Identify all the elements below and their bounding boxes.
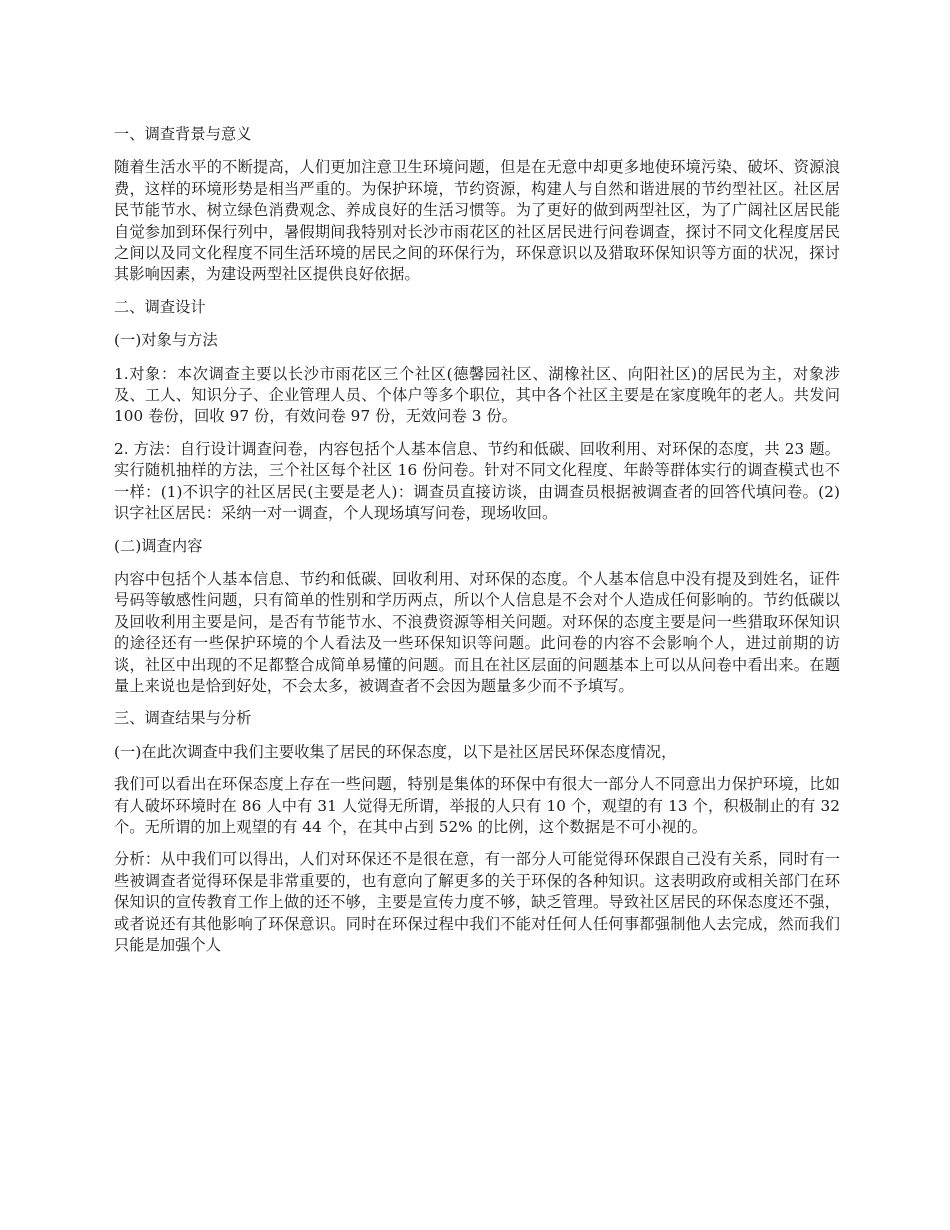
paragraph-content: 内容中包括个人基本信息、节约和低碳、回收利用、对环保的态度。个人基本信息中没有提及到姓名，证件号码等敏感性问题，只有简单的性别和学历两点，所以个人信息是不会对个人造成任何影响的。节约低碳以及回收利用主要是问，是否有节能节水、不浪费资源等相关问题。对环保的态度主要是问一些猎取环保知识的途径还有一些保护环境的个人看法及一些环保知识等问题。此问卷的内容不会影响个人，进过前期的访谈，社区中出现的不足都整合成简单易懂的问题。而且在社区层面的问题基本上可以从问卷中看出来。在题量上来说也是恰到好处，不会太多，被调查者不会因为题量多少而不予填写。 (114, 569, 840, 695)
subsection-heading-subjects-methods: (一)对象与方法 (114, 331, 218, 350)
paragraph-results-intro: (一)在此次调查中我们主要收集了居民的环保态度，以下是社区居民环保态度情况， (114, 742, 677, 761)
paragraph-analysis: 分析：从中我们可以得出，人们对环保还不是很在意，有一部分人可能觉得环保跟自己没有关系，同时有一些被调查者觉得环保是非常重要的，也有意向了解更多的关于环保的各种知识。这表明政府或相关部门在环保知识的宣传教育工作上做的还不够，主要是宣传力度不够，缺乏管理。导致社区居民的环保态度还不强，或者说还有其他影响了环保意识。同时在环保过程中我们不能对任何人任何事都强制他人去完成，然而我们只能是加强个人 (114, 850, 840, 954)
paragraph-results-data: 我们可以看出在环保态度上存在一些问题，特别是集体的环保中有很大一部分人不同意出力保护环境，比如有人破坏环境时在 86 人中有 31 人觉得无所谓，举报的人只有 10 个，观望的有 13 个，积极制止的有 32 个。无所谓的加上观望的有 44 个，在其中占到 52% 的比例，这个数据是不可小视的。 (114, 775, 840, 836)
document-body (114, 124, 840, 967)
section-heading-design: 二、调查设计 (114, 297, 206, 316)
paragraph-methods: 2. 方法：自行设计调查问卷，内容包括个人基本信息、节约和低碳、回收利用、对环保的态度，共 23 题。实行随机抽样的方法，三个社区每个社区 16 份问卷。针对不同文化程度、年龄等群体实行的调查模式也不一样：(1)不识字的社区居民(主要是老人)：调查员直接访谈，由调查员根据被调查者的回答代填问卷。(2)识字社区居民：采纳一对一调查，个人现场填写问卷，现场收回。 (114, 439, 840, 523)
section-heading-results: 三、调查结果与分析 (114, 709, 252, 728)
paragraph-background: 随着生活水平的不断提高，人们更加注意卫生环境问题，但是在无意中却更多地使环境污染、破坏、资源浪费，这样的环境形势是相当严重的。为保护环境，节约资源，构建人与自然和谐进展的节约型社区。社区居民节能节水、树立绿色消费观念、养成良好的生活习惯等。为了更好的做到两型社区，为了广阔社区居民能自觉参加到环保行列中，暑假期间我特别对长沙市雨花区的社区居民进行问卷调查，探讨不同文化程度居民之间以及同文化程度不同生活环境的居民之间的环保行为，环保意识以及猎取环保知识等方面的状况，探讨其影响因素，为建设两型社区提供良好依据。 (114, 158, 840, 284)
paragraph-subjects: 1.对象：本次调查主要以长沙市雨花区三个社区(德馨园社区、湖橡社区、向阳社区)的居民为主，对象涉及、工人、知识分子、企业管理人员、个体户等多个职位，其中各个社区主要是在家度晚年的老人。共发问 100 卷份，回收 97 份，有效问卷 97 份，无效问卷 3 份。 (114, 364, 840, 426)
subsection-heading-content: (二)调查内容 (114, 536, 203, 555)
section-heading-background: 一、调查背景与意义 (114, 125, 252, 143)
